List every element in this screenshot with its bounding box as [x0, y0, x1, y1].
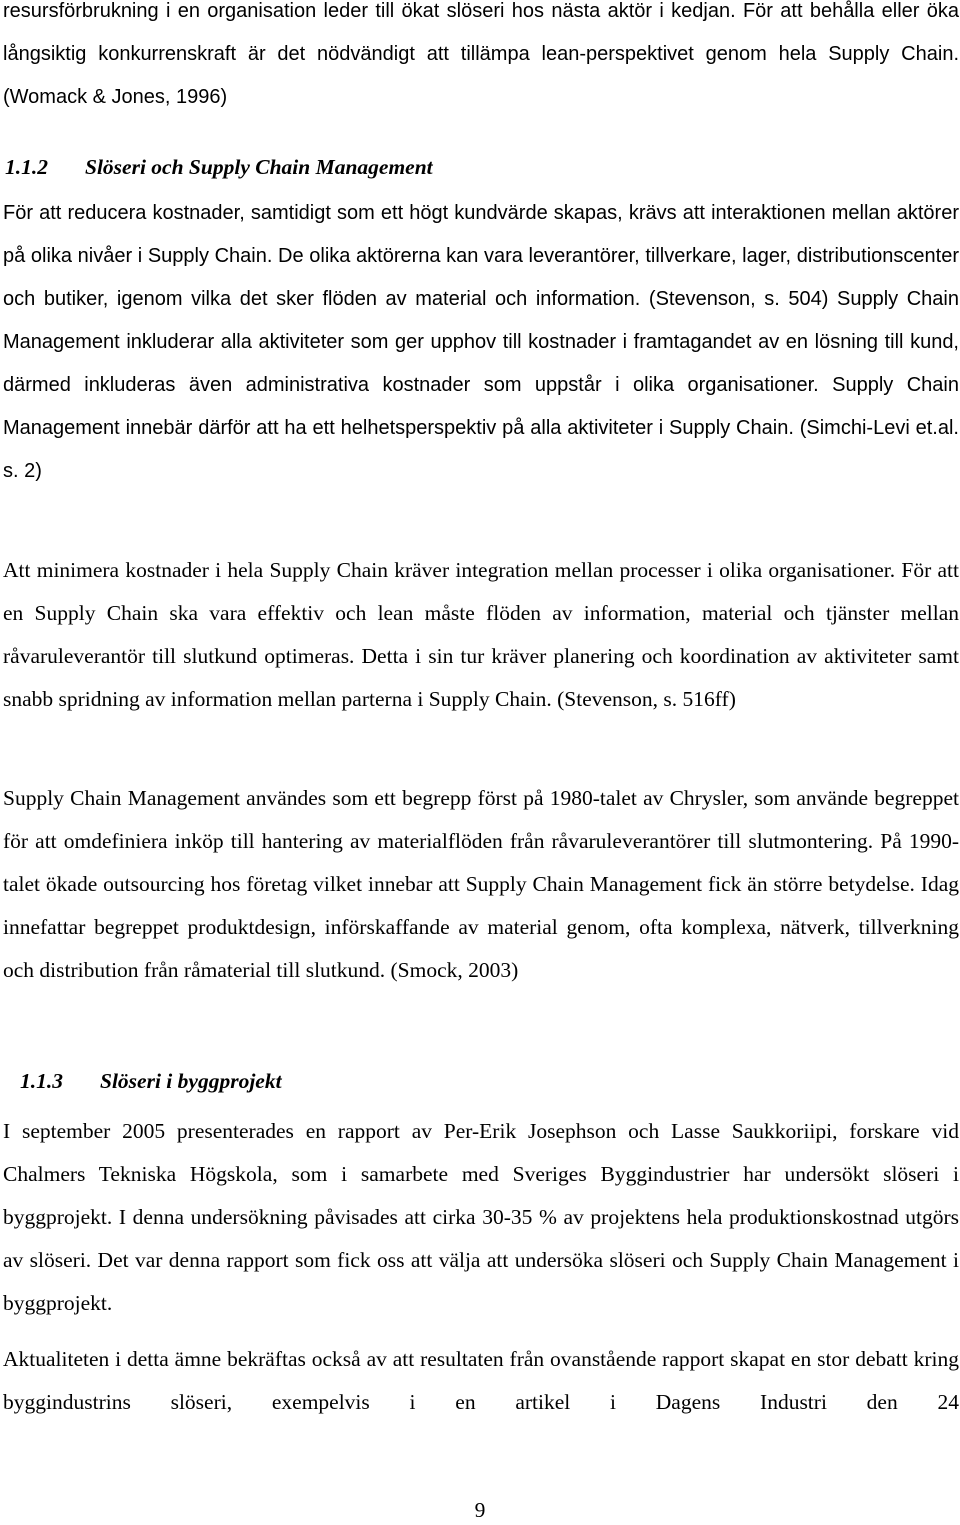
section-number: 1.1.3 [20, 1069, 63, 1093]
section-1-1-2-paragraph-3: Supply Chain Management användes som ett begrepp först på 1980-talet av Chrysler, som använde begreppet för att omdefiniera inköp till hantering av materialflöden från råvaruleverantörer till slutmontering. På 1990-talet ökade outsourcing hos företag vilket innebar att Supply Chain Management fick än större betydelse. Idag innefattar begreppet produktdesign, införskaffande av material genom, ofta komplexa, nätverk, tillverkning och distribution från råmaterial till slutkund. (Smock, 2003) [3, 786, 959, 982]
section-1-1-3-paragraph-2: Aktualiteten i detta ämne bekräftas också av att resultaten från ovanstående rapport skapat en stor debatt kring byggindustrins slöseri, exempelvis i en artikel i Dagens Industri den 24 [3, 1347, 959, 1414]
section-number: 1.1.2 [5, 155, 48, 179]
section-heading-1-1-3 [20, 1066, 282, 1096]
section-1-1-2-paragraph-1: För att reducera kostnader, samtidigt som ett högt kundvärde skapas, krävs att interaktionen mellan aktörer på olika nivåer i Supply Chain. De olika aktörerna kan vara leverantörer, tillverkare, lager, distributionscenter och butiker, igenom vilka det sker flöden av material och information. (Stevenson, s. 504) Supply Chain Management inkluderar alla aktiviteter som ger upphov till kostnader i framtagandet av en lösning till kund, därmed inkluderas även administrativa kostnader som uppstår i olika organisationer. Supply Chain Management innebär därför att ha ett helhetsperspektiv på alla aktiviteter i Supply Chain. (Simchi-Levi et.al. s. 2) [3, 202, 959, 482]
section-heading-1-1-2 [5, 152, 433, 182]
section-title: Slöseri i byggprojekt [100, 1069, 282, 1093]
intro-paragraph-end: resursförbrukning i en organisation leder till ökat slöseri hos nästa aktör i kedjan. För att behålla eller öka långsiktig konkurrenskraft är det nödvändigt att tillämpa lean-perspektivet genom hela Supply Chain. (Womack & Jones, 1996) [3, 0, 959, 108]
section-1-1-2-paragraph-2: Att minimera kostnader i hela Supply Chain kräver integration mellan processer i olika organisationer. För att en Supply Chain ska vara effektiv och lean måste flöden av information, material och tjänster mellan råvaruleverantör till slutkund optimeras. Detta i sin tur kräver planering och koordination av aktiviteter samt snabb spridning av information mellan parterna i Supply Chain. (Stevenson, s. 516ff) [3, 558, 959, 711]
section-1-1-3-paragraph-1: I september 2005 presenterades en rapport av Per-Erik Josephson och Lasse Saukkoriipi, forskare vid Chalmers Tekniska Högskola, som i samarbete med Sveriges Byggindustrier har undersökt slöseri i byggprojekt. I denna undersökning påvisades att cirka 30-35 % av projektens hela produktionskostnad utgörs av slöseri. Det var denna rapport som fick oss att välja att undersöka slöseri och Supply Chain Management i byggprojekt. [3, 1119, 959, 1315]
page-number: 9 [474, 1498, 486, 1522]
section-title: Slöseri och Supply Chain Management [85, 155, 433, 179]
